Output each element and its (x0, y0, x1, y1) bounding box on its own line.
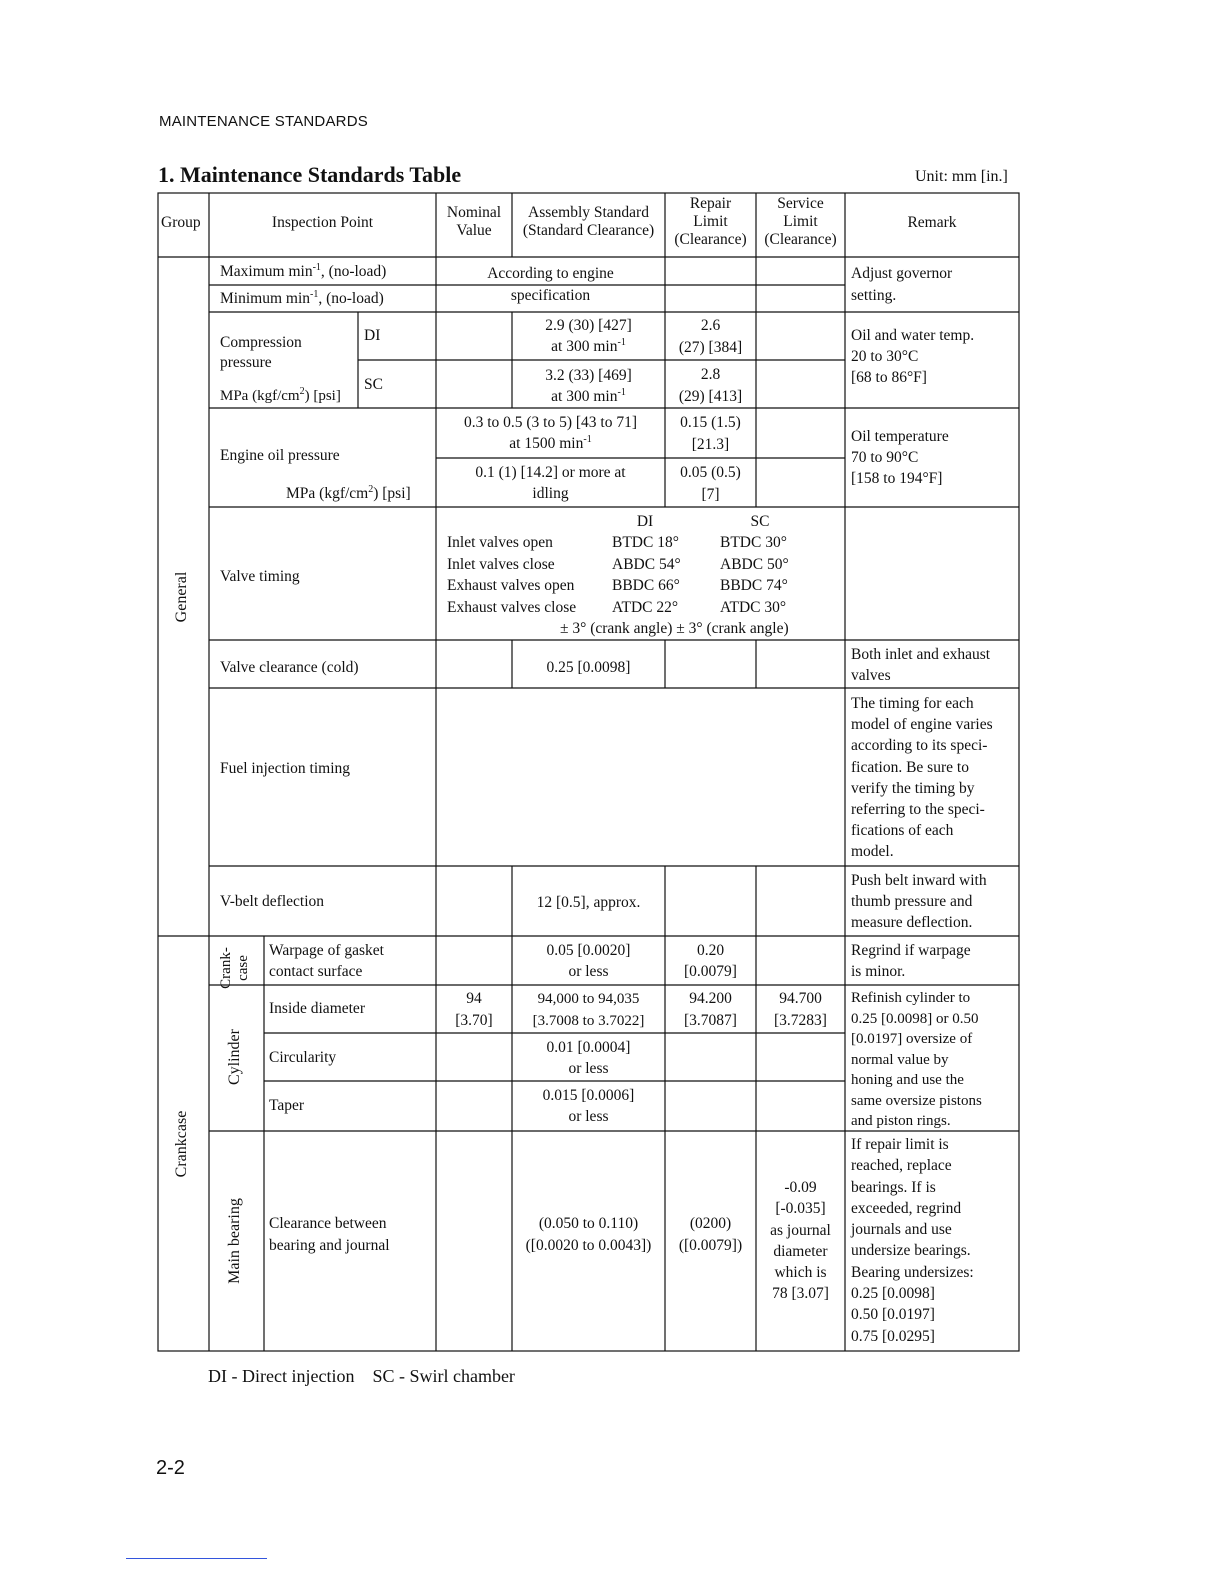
page-title: 1. Maintenance Standards Table (158, 162, 462, 187)
compression-di-label: DI (364, 327, 381, 344)
col-remark-header: Remark (907, 214, 957, 231)
compression-di-assembly: 2.9 (30) [427] at 300 $\min^{-1}$ (545, 317, 632, 355)
compression-unit: MPa $(kgf/cm^2)$ [psi] (220, 386, 341, 404)
subgroup-crankcase: Crank- case (218, 947, 251, 989)
oil-pressure-label: Engine oil pressure (220, 447, 340, 464)
page-number: 2-2 (156, 1457, 185, 1479)
main-bearing-label: Clearance between bearing and journal (269, 1215, 390, 1254)
warpage-repair: 0.20 [0.0079] (684, 942, 737, 980)
oil-pressure-repair-1: 0.15 (1.5) [21.3] (680, 414, 741, 453)
speed-assembly: According to engine specification (487, 265, 614, 304)
inside-diameter-nominal: 94 [3.70] (455, 990, 493, 1029)
bottom-rule (126, 1558, 267, 1559)
main-bearing-assembly: (0.050 to 0.110) ([0.0020 to 0.0043]) (525, 1215, 652, 1254)
warpage-assembly: 0.05 [0.0020] or less (546, 942, 631, 980)
oil-pressure-assembly-1: 0.3 to 0.5 (3 to 5) [43 to 71] at 1500 $\min^{-1}$ (463, 414, 638, 452)
valve-timing-sc-values: BTDC 30° ABDC 50° BBDC 74° ATDC 30° (720, 534, 789, 616)
compression-remark: Oil and water temp. 20 to 30°C [68 to 86°F] (851, 327, 975, 386)
col-service-header: Service Limit (Clearance) (764, 195, 837, 248)
inside-diameter-label: Inside diameter (269, 1000, 365, 1017)
valve-clearance-assembly: 0.25 [0.0098] (546, 659, 631, 676)
warpage-remark: Regrind if warpage is minor. (851, 942, 971, 980)
valve-timing-names: Inlet valves open Inlet valves close Exhaust valves open Exhaust valves close (447, 534, 577, 616)
valve-clearance-remark: Both inlet and exhaust valves (851, 646, 991, 684)
oil-pressure-remark: Oil temperature 70 to 90°C [158 to 194°F] (851, 428, 949, 487)
valve-timing-tolerance: ± 3° (crank angle) ± 3° (crank angle) (560, 620, 789, 637)
oil-pressure-unit: MPa $(kgf/cm^2)$ [psi] (286, 483, 411, 502)
valve-timing-label: Valve timing (220, 568, 300, 585)
fuel-injection-remark: The timing for each model of engine varies according to its speci- fication. Be sure to verify the timing by referring to the speci- fications of each model. (851, 695, 993, 861)
vbelt-label: V-belt deflection (220, 893, 325, 910)
inside-diameter-service: 94.700 [3.7283] (774, 990, 827, 1029)
oil-pressure-assembly-2: 0.1 (1) [14.2] or more at idling (475, 464, 626, 502)
taper-assembly: 0.015 [0.0006] or less (542, 1087, 635, 1125)
max-speed-label: Maximum $\min^{-1}$, (no-load) (220, 261, 387, 280)
compression-sc-label: SC (364, 376, 383, 393)
valve-timing-di-values: BTDC 18° ABDC 54° BBDC 66° ATDC 22° (612, 534, 681, 616)
vbelt-remark: Push belt inward with thumb pressure and measure deflection. (851, 872, 987, 931)
col-assembly-header: Assembly Standard (Standard Clearance) (522, 204, 655, 239)
main-bearing-service: -0.09 [-0.035] as journal diameter which is 78 [3.07] (770, 1179, 831, 1303)
group-general: General (173, 571, 190, 623)
cylinder-remark: Refinish cylinder to 0.25 [0.0098] or 0.50 [0.0197] oversize of normal value by honing and use the same oversize pistons and piston rings. (851, 990, 982, 1129)
circularity-assembly: 0.01 [0.0004] or less (546, 1039, 631, 1077)
compression-sc-repair: 2.8 (29) [413] (678, 366, 743, 405)
warpage-label: Warpage of gasket contact surface (269, 942, 384, 980)
subgroup-main-bearing: Main bearing (226, 1198, 243, 1284)
unit-label: Unit: mm [in.] (915, 168, 1008, 185)
valve-clearance-label: Valve clearance (cold) (220, 659, 359, 676)
col-inspection-header: Inspection Point (271, 214, 374, 231)
valve-timing-di-head: DI (636, 513, 654, 530)
compression-di-repair: 2.6 (27) [384] (678, 317, 743, 356)
speed-remark: Adjust governor setting. (851, 265, 953, 304)
valve-timing-sc-head: SC (750, 513, 770, 530)
col-nominal-header: Nominal Value (446, 204, 502, 239)
circularity-label: Circularity (269, 1049, 337, 1066)
group-crankcase: Crankcase (173, 1110, 190, 1178)
inside-diameter-assembly: 94,000 to 94,035 [3.7008 to 3.7022] (532, 991, 645, 1029)
col-repair-header: Repair Limit (Clearance) (674, 195, 747, 248)
col-group-header: Group (161, 214, 201, 231)
fuel-injection-label: Fuel injection timing (220, 760, 351, 777)
running-header: MAINTENANCE STANDARDS (159, 113, 368, 130)
main-bearing-repair: (0200) ([0.0079]) (678, 1215, 743, 1254)
oil-pressure-repair-2: 0.05 (0.5) [7] (680, 464, 741, 503)
vbelt-assembly: 12 [0.5], approx. (536, 894, 641, 911)
inside-diameter-repair: 94.200 [3.7087] (684, 990, 737, 1029)
main-bearing-remark: If repair limit is reached, replace bearings. If is exceeded, regrind journals and use undersize bearings. Bearing undersizes: 0.25 [0.0098] 0.50 [0.0197] 0.75 [0.0295] (851, 1136, 974, 1345)
compression-sc-assembly: 3.2 (33) [469] at 300 $\min^{-1}$ (545, 367, 632, 405)
min-speed-label: Minimum $\min^{-1}$, (no-load) (220, 288, 384, 307)
footnote: DI - Direct injection SC - Swirl chamber (208, 1366, 515, 1386)
taper-label: Taper (269, 1097, 305, 1114)
subgroup-cylinder: Cylinder (226, 1029, 243, 1085)
compression-label: Compression pressure (220, 334, 302, 371)
